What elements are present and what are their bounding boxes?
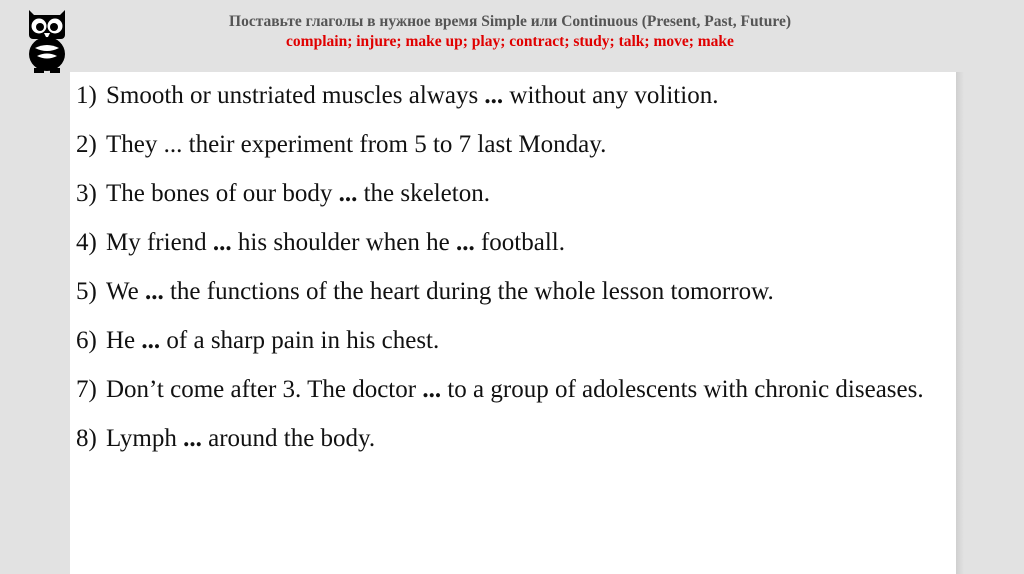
exercise-text-part: Don’t come after 3. The doctor (106, 376, 423, 403)
exercise-text-part: his shoulder when he (231, 229, 456, 256)
exercise-text-part: We (106, 278, 145, 305)
exercise-text-part: He (106, 327, 142, 354)
exercise-text (106, 129, 948, 161)
exercise-text (106, 80, 948, 112)
exercise-text-part: football. (474, 229, 565, 256)
exercise-text-part: the functions of the heart during the whole lesson tomorrow. (163, 278, 774, 305)
blank-gap: ... (484, 82, 504, 109)
exercise-item (76, 80, 948, 112)
blank-gap: ... (212, 229, 232, 256)
exercise-text-part: They ... their experiment from 5 to 7 last Monday. (106, 131, 607, 158)
exercise-item (76, 325, 948, 357)
exercise-list (76, 80, 948, 472)
exercise-text (106, 227, 948, 259)
blank-gap: ... (455, 229, 475, 256)
slide-title: Поставьте глаголы в нужное время Simple или Continuous (Present, Past, Future) (229, 13, 791, 30)
blank-gap: ... (338, 180, 358, 207)
blank-gap: ... (422, 376, 442, 403)
exercise-text-part: Smooth or unstriated muscles always (106, 82, 485, 109)
exercise-panel (70, 72, 956, 574)
exercise-text-part: the skeleton. (357, 180, 490, 207)
blank-gap: ... (144, 278, 164, 305)
exercise-number: 3) (76, 180, 97, 207)
exercise-number: 6) (76, 327, 97, 354)
owl-icon (26, 8, 68, 74)
exercise-item (76, 374, 948, 406)
exercise-item (76, 423, 948, 455)
exercise-number: 7) (76, 376, 97, 403)
blank-gap: ... (141, 327, 161, 354)
exercise-item (76, 129, 948, 161)
slide-header (80, 12, 940, 52)
exercise-text (106, 325, 948, 357)
exercise-text-part: My friend (106, 229, 213, 256)
exercise-item (76, 227, 948, 259)
exercise-text (106, 178, 948, 210)
exercise-text-part: The bones of our body (106, 180, 339, 207)
verb-list: complain; injure; make up; play; contract; study; talk; move; make (286, 33, 734, 50)
exercise-number: 5) (76, 278, 97, 305)
exercise-number: 1) (76, 82, 97, 109)
exercise-text-part: to a group of adolescents with chronic diseases. (441, 376, 924, 403)
exercise-item (76, 178, 948, 210)
exercise-number: 4) (76, 229, 97, 256)
exercise-text-part: Lymph (106, 425, 184, 452)
exercise-text-part: around the body. (201, 425, 376, 452)
exercise-text (106, 374, 948, 406)
exercise-text-part: without any volition. (503, 82, 719, 109)
blank-gap: ... (183, 425, 202, 452)
panel-shadow (956, 72, 964, 574)
exercise-text (106, 423, 948, 455)
exercise-text (106, 276, 948, 308)
exercise-text-part: of a sharp pain in his chest. (160, 327, 440, 354)
exercise-number: 2) (76, 131, 97, 158)
exercise-number: 8) (76, 425, 97, 452)
exercise-item (76, 276, 948, 308)
